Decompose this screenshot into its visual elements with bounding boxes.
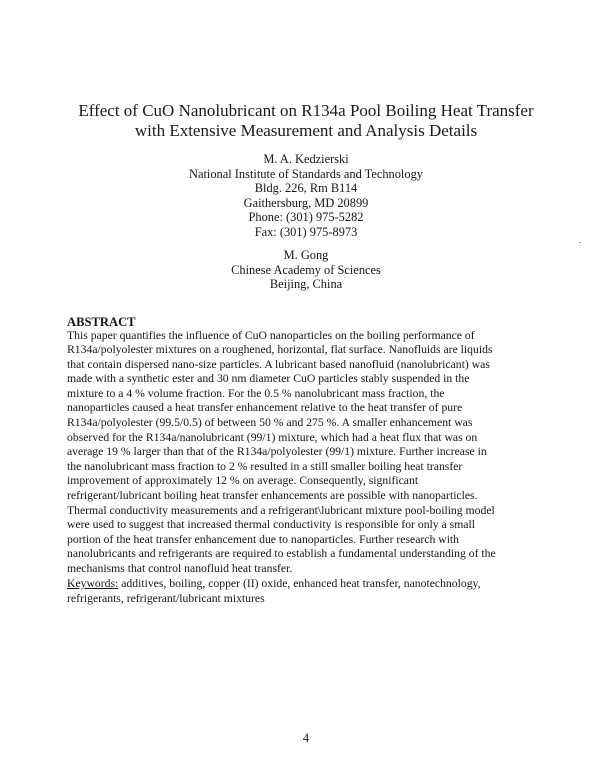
abstract-line: mixture to a 4 % volume fraction. For the 0.5 % nanolubricant mass fraction, the <box>67 386 445 400</box>
abstract-line: were used to suggest that increased thermal conductivity is responsible for only a small <box>67 518 475 532</box>
author-name: M. A. Kedzierski <box>263 152 349 166</box>
abstract-line: R134a/polyolester (99.5/0.5) of between 50 % and 275 %. A smaller enhancement was <box>67 416 473 430</box>
abstract-line: observed for the R134a/nanolubricant (99/1) mixture, which had a heat flux that was on <box>67 430 478 444</box>
abstract-body <box>67 329 547 577</box>
author-phone: Phone: (301) 975-5282 <box>248 210 364 225</box>
abstract-line: Thermal conductivity measurements and a refrigerant\lubricant mixture pool-boiling model <box>67 503 495 517</box>
author-city: Beijing, China <box>269 277 343 292</box>
abstract-line: nanolubricants and refrigerants are required to establish a fundamental understanding of the <box>67 547 496 561</box>
abstract-line: nanoparticles caused a heat transfer enhancement relative to the heat transfer of pure <box>67 401 463 415</box>
abstract-line: the nanolubricant mass fraction to 2 % resulted in a still smaller boiling heat transfer <box>67 459 463 473</box>
author-fax: Fax: (301) 975-8973 <box>254 224 358 239</box>
abstract-line: average 19 % larger than that of the R134a/polyolester (99/1) mixture. Further increase in <box>67 445 487 459</box>
abstract-line: R134a/polyolester mixtures on a roughened, horizontal, flat surface. Nanofluids are liquids <box>67 343 493 357</box>
title-line-1: Effect of CuO Nanolubricant on R134a Pool Boiling Heat Transfer <box>78 101 534 120</box>
abstract-line: that contain dispersed nano-size particles. A lubricant based nanofluid (nanolubricant) was <box>67 357 490 371</box>
author-building: Bldg. 226, Rm B114 <box>254 181 358 196</box>
title-line-2: with Extensive Measurement and Analysis Details <box>134 121 478 140</box>
keywords-line-2: refrigerants, refrigerant/lubricant mixtures <box>67 591 265 605</box>
scan-speck <box>579 242 581 243</box>
keywords-label: Keywords: <box>67 577 119 590</box>
keywords-block <box>67 577 547 606</box>
page-number: 4 <box>302 731 310 745</box>
abstract-line: refrigerant/lubricant boiling heat transfer enhancements are possible with nanoparticles. <box>67 489 478 503</box>
author-name: M. Gong <box>283 248 329 262</box>
author-block-2 <box>120 248 492 292</box>
author-city: Gaithersburg, MD 20899 <box>243 195 369 210</box>
author-institution: National Institute of Standards and Technology <box>189 166 423 181</box>
keywords-text: additives, boiling, copper (II) oxide, enhanced heat transfer, nanotechnology, <box>118 577 481 590</box>
abstract-line: improvement of approximately 12 % on average. Consequently, significant <box>67 474 419 488</box>
abstract-line: made with a synthetic ester and 30 nm diameter CuO particles stably suspended in the <box>67 372 470 386</box>
author-institution: Chinese Academy of Sciences <box>231 262 381 277</box>
abstract-heading: ABSTRACT <box>67 315 136 329</box>
keywords-line-1 <box>67 577 547 592</box>
abstract-line: portion of the heat transfer enhancement due to nanoparticles. Further research with <box>67 532 460 546</box>
abstract-line: This paper quantifies the influence of CuO nanoparticles on the boiling performance of <box>67 328 475 342</box>
paper-title <box>60 101 552 141</box>
author-block-1 <box>120 152 492 240</box>
abstract-line: mechanisms that control nanofluid heat transfer. <box>67 562 293 575</box>
